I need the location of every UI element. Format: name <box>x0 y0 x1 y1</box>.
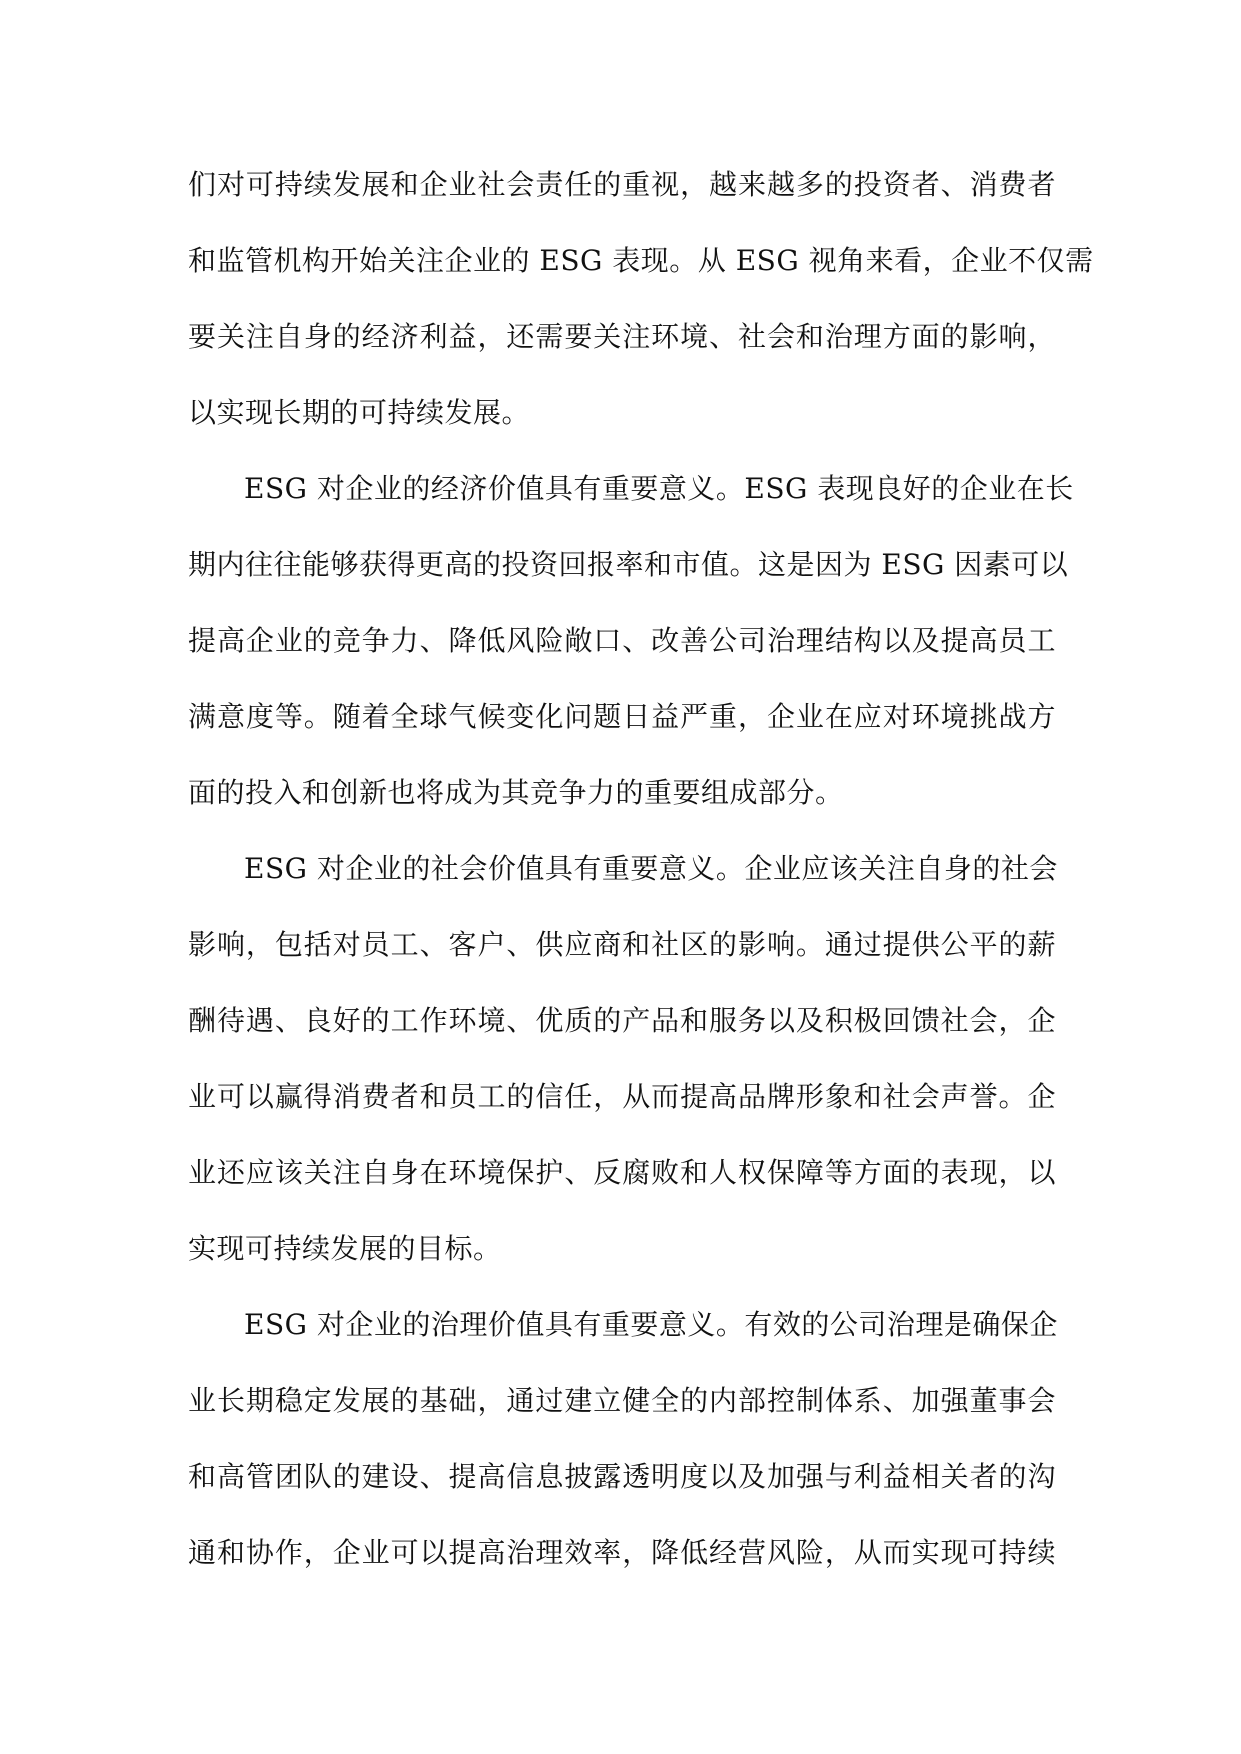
text-line: 和高管团队的建设、提高信息披露透明度以及加强与利益相关者的沟 <box>188 1460 1056 1493</box>
text-line: 酬待遇、良好的工作环境、优质的产品和服务以及积极回馈社会，企 <box>188 1004 1056 1037</box>
text-line: 要关注自身的经济利益，还需要关注环境、社会和治理方面的影响， <box>188 320 1056 353</box>
text-line: 实现可持续发展的目标。 <box>188 1232 502 1265</box>
paragraph-first-line: ESG 对企业的社会价值具有重要意义。企业应该关注自身的社会 <box>244 852 1058 885</box>
text-line: 期内往往能够获得更高的投资回报率和市值。这是因为 ESG 因素可以 <box>188 548 1069 581</box>
text-line: 业还应该关注自身在环境保护、反腐败和人权保障等方面的表现，以 <box>188 1156 1056 1189</box>
text-line: 影响，包括对员工、客户、供应商和社区的影响。通过提供公平的薪 <box>188 928 1056 961</box>
text-line: 业长期稳定发展的基础，通过建立健全的内部控制体系、加强董事会 <box>188 1384 1056 1417</box>
text-line: 以实现长期的可持续发展。 <box>188 396 531 429</box>
text-line: 面的投入和创新也将成为其竞争力的重要组成部分。 <box>188 776 844 809</box>
text-line: 和监管机构开始关注企业的 ESG 表现。从 ESG 视角来看，企业不仅需 <box>188 244 1094 277</box>
text-line: 业可以赢得消费者和员工的信任，从而提高品牌形象和社会声誉。企 <box>188 1080 1056 1113</box>
text-line: 提高企业的竞争力、降低风险敞口、改善公司治理结构以及提高员工 <box>188 624 1056 657</box>
text-line: 满意度等。随着全球气候变化问题日益严重，企业在应对环境挑战方 <box>188 700 1056 733</box>
paragraph-first-line: ESG 对企业的经济价值具有重要意义。ESG 表现良好的企业在长 <box>244 472 1074 505</box>
text-line: 通和协作，企业可以提高治理效率，降低经营风险，从而实现可持续 <box>188 1536 1056 1569</box>
document-body-text <box>188 147 1094 1591</box>
text-line: 们对可持续发展和企业社会责任的重视，越来越多的投资者、消费者 <box>188 168 1056 201</box>
paragraph-first-line: ESG 对企业的治理价值具有重要意义。有效的公司治理是确保企 <box>244 1308 1058 1341</box>
